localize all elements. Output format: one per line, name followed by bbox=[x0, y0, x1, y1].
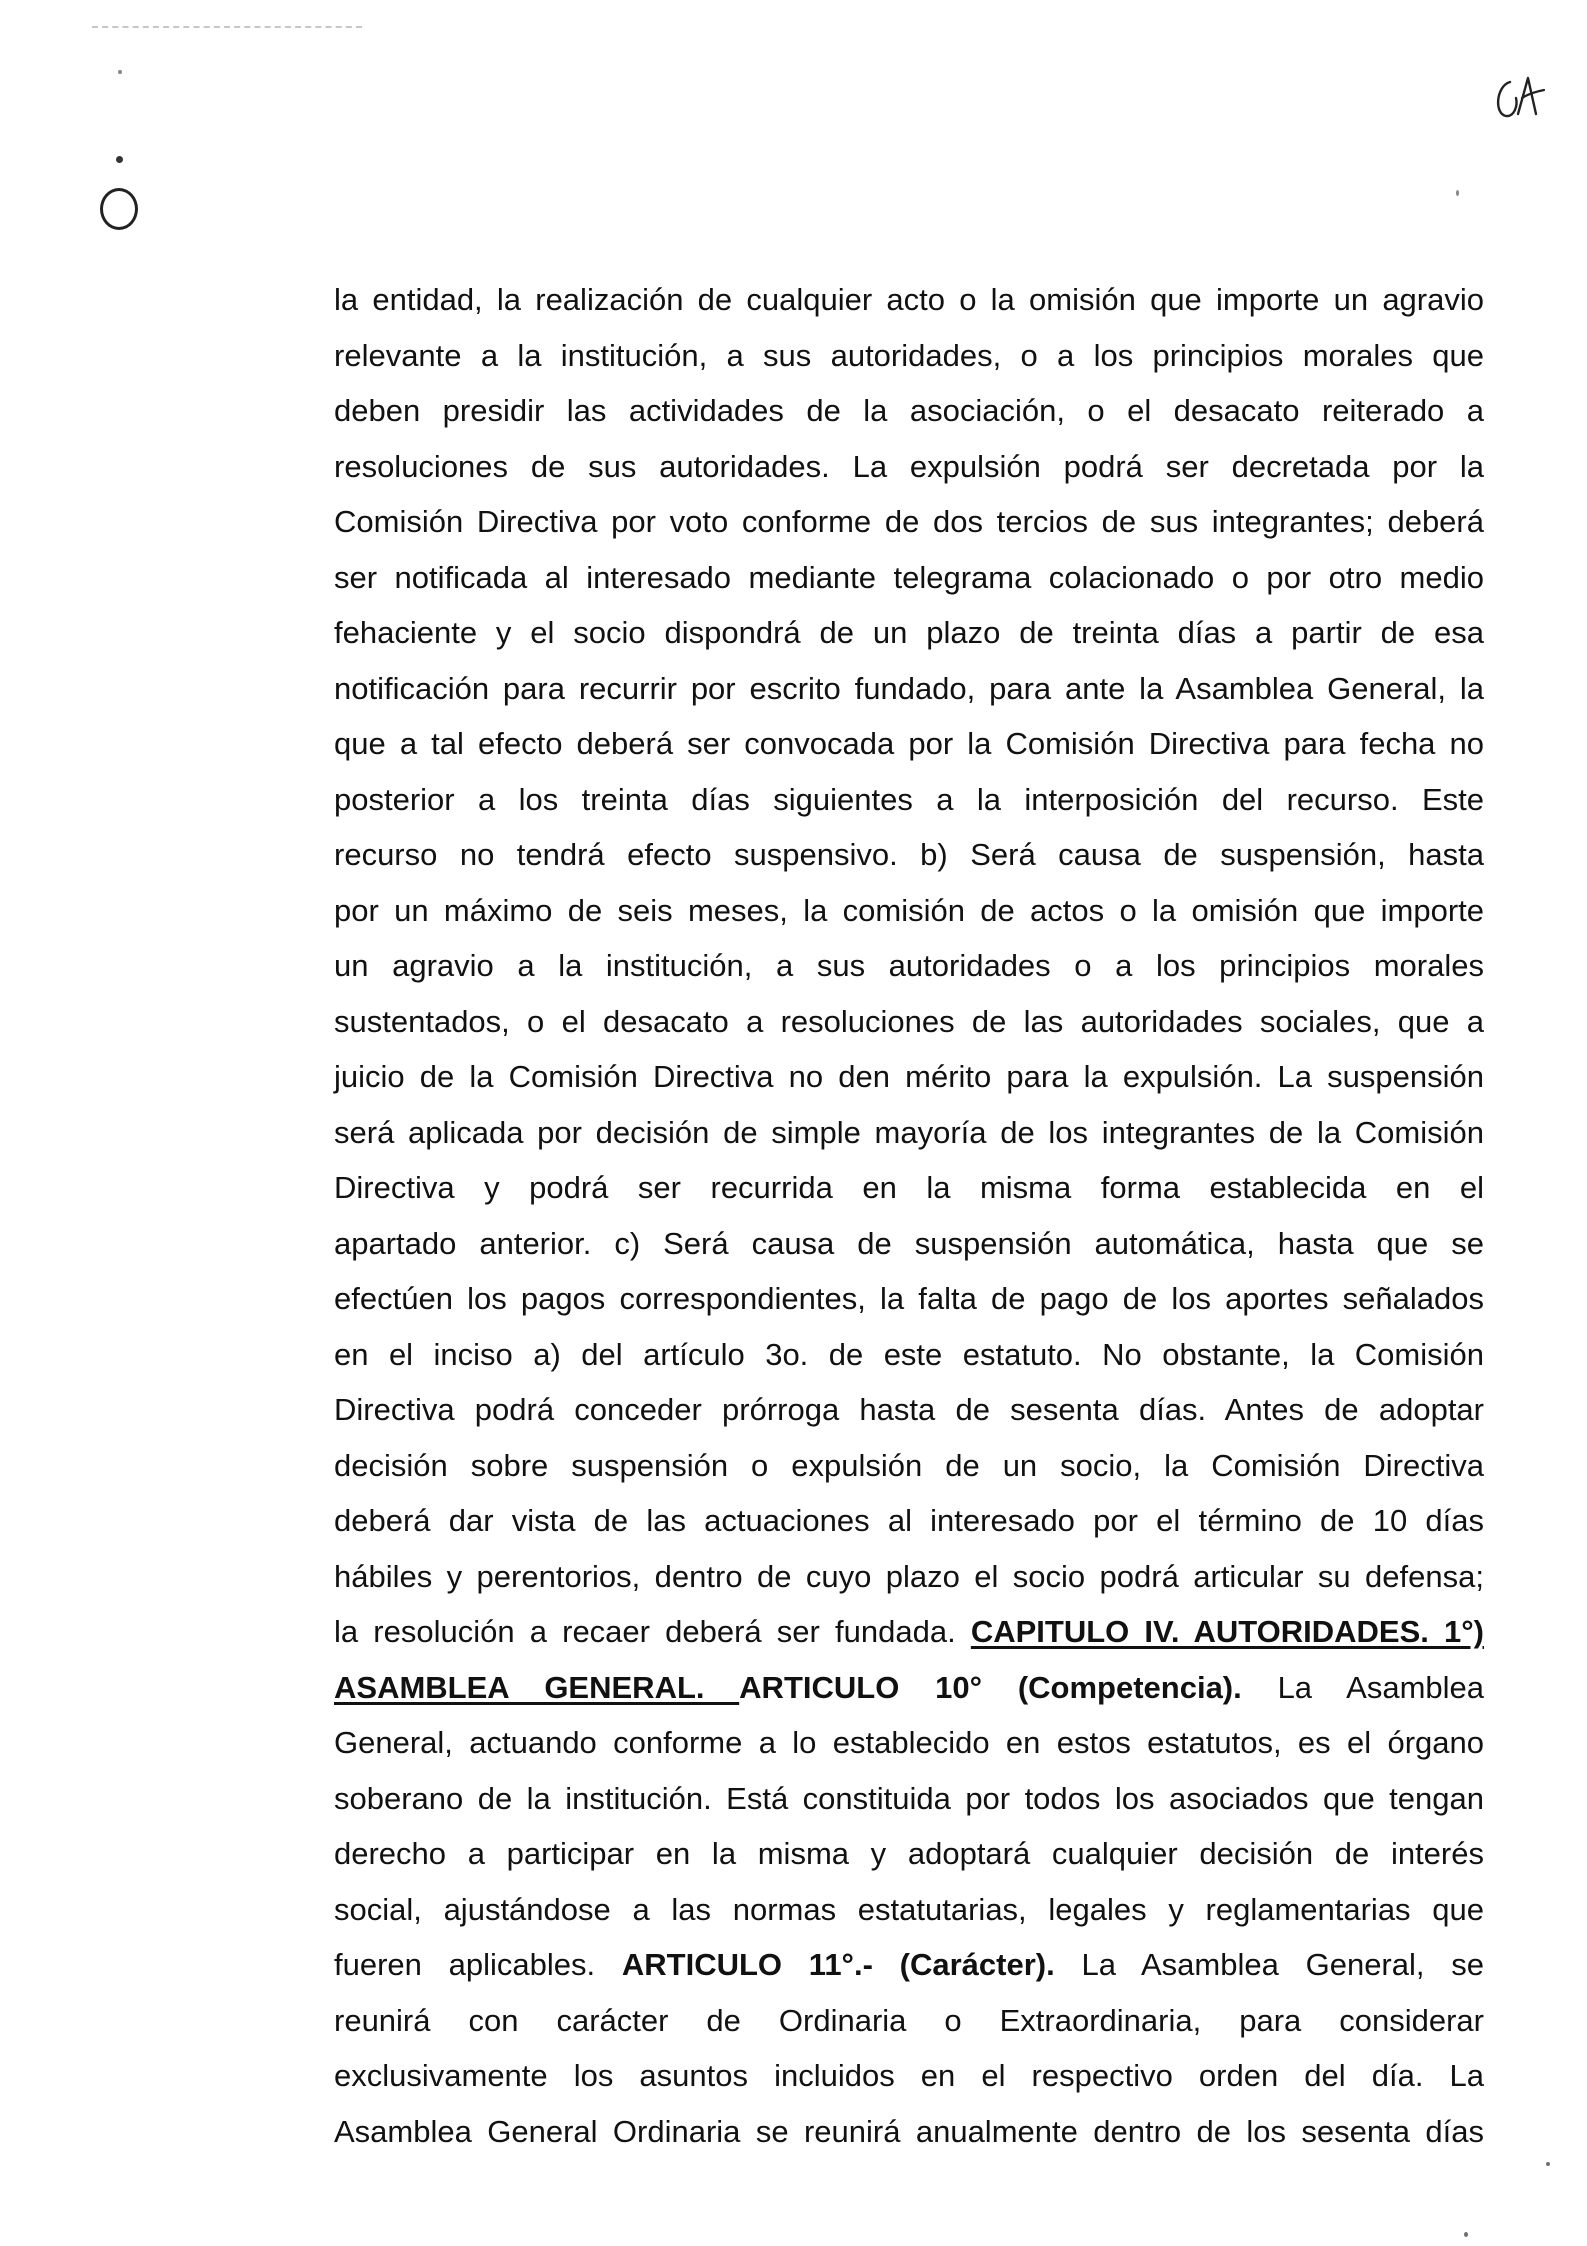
scan-speck bbox=[1464, 2232, 1468, 2237]
text-line: notificación para recurrir por escrito fundado, para ante la Asamblea General, la bbox=[334, 670, 1484, 706]
text-line: será aplicada por decisión de simple mayoría de los integrantes de la Comisión bbox=[334, 1114, 1484, 1150]
text-line-article-10 bbox=[334, 1660, 1484, 1716]
text-line: decisión sobre suspensión o expulsión de un socio, la Comisión Directiva bbox=[334, 1447, 1484, 1483]
line-text: La Asamblea bbox=[1241, 1669, 1484, 1705]
line-text: La Asamblea General, se bbox=[1054, 1947, 1484, 1982]
text-line: Directiva podrá conceder prórroga hasta de sesenta días. Antes de adoptar bbox=[334, 1392, 1484, 1427]
scan-artifact-line bbox=[92, 26, 362, 28]
text-line: sustentados, o el desacato a resoluciones de las autoridades sociales, que a bbox=[334, 1003, 1484, 1039]
text-line: Comisión Directiva por voto conforme de dos tercios de sus integrantes; deberá bbox=[334, 504, 1484, 539]
line-text: fueren aplicables. bbox=[334, 1947, 622, 1982]
text-line: ser notificada al interesado mediante telegrama colacionado o por otro medio bbox=[334, 559, 1484, 595]
text-line: deben presidir las actividades de la asociación, o el desacato reiterado a bbox=[334, 393, 1484, 428]
article-title: ARTICULO 11°.- (Carácter). bbox=[621, 1947, 1055, 1982]
text-line-chapter bbox=[334, 1604, 1484, 1660]
scan-speck bbox=[116, 156, 123, 163]
text-line: General, actuando conforme a lo establecido en estos estatutos, es el órgano bbox=[334, 1725, 1484, 1760]
text-line: relevante a la institución, a sus autoridades, o a los principios morales que bbox=[334, 337, 1484, 373]
scan-speck bbox=[1456, 190, 1459, 196]
text-line: Directiva y podrá ser recurrida en la misma forma establecida en el bbox=[334, 1170, 1484, 1205]
text-line: reunirá con carácter de Ordinaria o Extraordinaria, para considerar bbox=[334, 2002, 1484, 2038]
text-line: efectúen los pagos correspondientes, la falta de pago de los aportes señalados bbox=[334, 1281, 1484, 1316]
text-line: deberá dar vista de las actuaciones al interesado por el término de 10 días bbox=[334, 1503, 1484, 1538]
text-line: en el inciso a) del artículo 3o. de este estatuto. No obstante, la Comisión bbox=[334, 1336, 1484, 1372]
text-line: posterior a los treinta días siguientes a la interposición del recurso. Este bbox=[334, 781, 1484, 817]
text-line: un agravio a la institución, a sus autoridades o a los principios morales bbox=[334, 948, 1484, 983]
text-line: por un máximo de seis meses, la comisión de actos o la omisión que importe bbox=[334, 892, 1484, 928]
text-line: social, ajustándose a las normas estatutarias, legales y reglamentarias que bbox=[334, 1891, 1484, 1927]
text-line: soberano de la institución. Está constituida por todos los asociados que tengan bbox=[334, 1780, 1484, 1816]
section-heading: ASAMBLEA GENERAL. bbox=[334, 1669, 740, 1705]
text-line: la entidad, la realización de cualquier acto o la omisión que importe un agravio bbox=[334, 282, 1484, 317]
punch-hole-mark bbox=[100, 188, 138, 230]
chapter-heading: CAPITULO IV. AUTORIDADES. 1°) bbox=[970, 1614, 1484, 1649]
text-line: derecho a participar en la misma y adoptará cualquier decisión de interés bbox=[334, 1836, 1484, 1871]
scan-speck bbox=[118, 70, 122, 74]
text-line: juicio de la Comisión Directiva no den mérito para la expulsión. La suspensión bbox=[334, 1059, 1484, 1094]
text-line: exclusivamente los asuntos incluidos en el respectivo orden del día. La bbox=[334, 2058, 1484, 2093]
text-line: recurso no tendrá efecto suspensivo. b) Será causa de suspensión, hasta bbox=[334, 837, 1484, 872]
text-line: fehaciente y el socio dispondrá de un plazo de treinta días a partir de esa bbox=[334, 615, 1484, 650]
statute-body-text bbox=[334, 272, 1484, 2159]
text-line: Asamblea General Ordinaria se reunirá anualmente dentro de los sesenta días bbox=[334, 2113, 1484, 2149]
text-line: que a tal efecto deberá ser convocada por la Comisión Directiva para fecha no bbox=[334, 726, 1484, 761]
text-line-article-11 bbox=[334, 1937, 1484, 1993]
scan-speck bbox=[1546, 2162, 1550, 2166]
text-line: hábiles y perentorios, dentro de cuyo plazo el socio podrá articular su defensa; bbox=[334, 1558, 1484, 1594]
handwritten-initials bbox=[1488, 70, 1548, 130]
line-text: la resolución a recaer deberá ser fundada. bbox=[334, 1614, 971, 1649]
text-line: resoluciones de sus autoridades. La expulsión podrá ser decretada por la bbox=[334, 448, 1484, 484]
text-line: apartado anterior. c) Será causa de suspensión automática, hasta que se bbox=[334, 1225, 1484, 1261]
article-title: ARTICULO 10° (Competencia). bbox=[739, 1669, 1242, 1705]
